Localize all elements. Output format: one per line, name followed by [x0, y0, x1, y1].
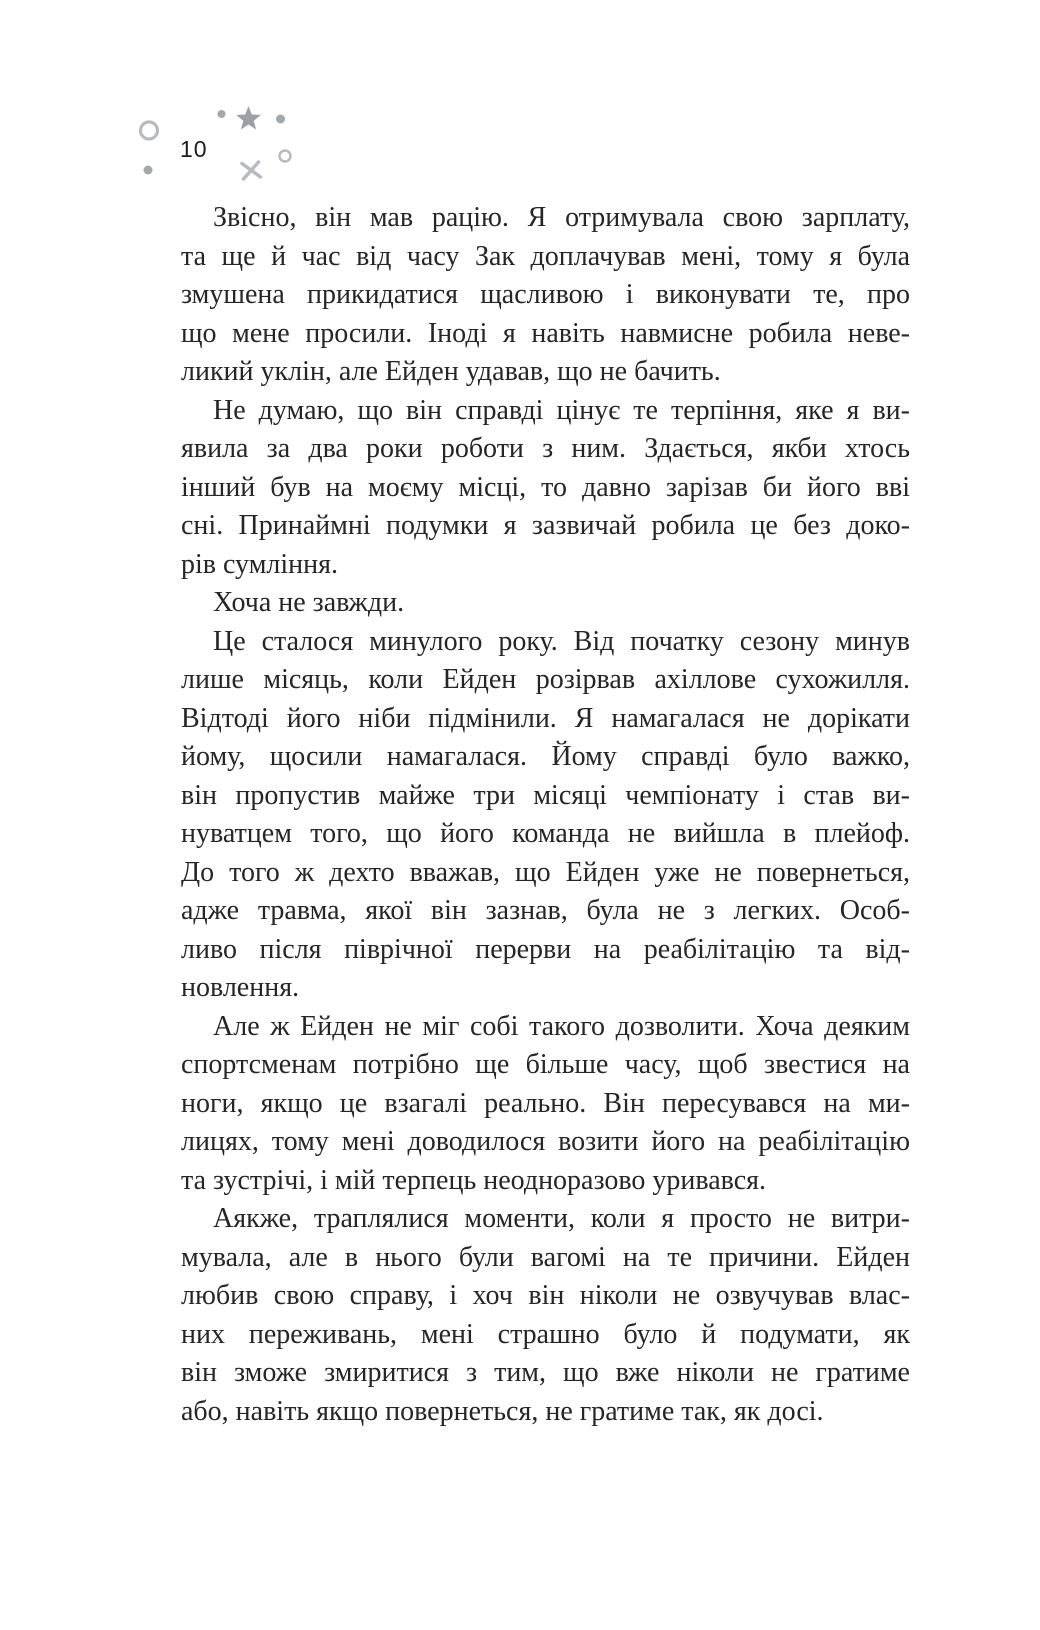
decoration-cluster	[130, 98, 300, 190]
paragraph	[181, 623, 910, 1008]
text-line: йому, щосили намагалася. Йому справді було важко,	[181, 741, 910, 772]
star-icon	[236, 106, 261, 130]
text-line: новлення.	[181, 972, 300, 1003]
text-line: явила за два роки роботи з ним. Здається, якби хтось	[181, 433, 910, 464]
text-line: він зможе змиритися з тим, що вже ніколи не гратиме	[181, 1357, 910, 1388]
text-line: він пропустив майже три місяці чемпіонату і став ви-	[181, 779, 910, 811]
paragraph	[181, 584, 910, 623]
text-line: змушена прикидатися щасливою і виконувати те, про	[181, 279, 910, 310]
text-line: рів сумління.	[181, 548, 339, 580]
text-line: Звісно, він мав рацію. Я отримувала свою зарплату,	[213, 202, 910, 233]
text-line: Відтоді його ніби підмінили. Я намагалася не дорікати	[181, 702, 910, 734]
dot-icon	[218, 110, 226, 118]
text-line: лише місяць, коли Ейден розірвав ахіллове сухожилля.	[181, 664, 910, 695]
circle-outline-icon	[141, 122, 158, 139]
dot-icon	[144, 166, 153, 175]
body-text	[181, 199, 910, 1431]
paragraph	[181, 392, 910, 585]
text-line: що мене просили. Іноді я навіть навмисне робила неве-	[181, 317, 910, 349]
text-line: та зустрічі, і мій терпець неодноразово уривався.	[181, 1164, 767, 1196]
text-line: них переживань, мені страшно було й подумати, як	[181, 1318, 910, 1350]
page-number: 10	[180, 136, 208, 162]
text-line: ликий уклін, але Ейден удавав, що не бачить.	[181, 356, 721, 387]
text-line: мувала, але в нього були вагомі на те причини. Ейден	[181, 1241, 910, 1273]
text-line: Це сталося минулого року. Від початку сезону минув	[213, 625, 910, 657]
text-line: спортсменам потрібно ще більше часу, щоб звестися на	[181, 1049, 910, 1080]
text-line: Хоча не завжди.	[213, 587, 405, 618]
text-line: ливо після піврічної перерви на реабілітацію та від-	[181, 933, 910, 965]
paragraph	[181, 1200, 910, 1431]
circle-small-outline-icon	[280, 151, 291, 162]
text-line: любив свою справу, і хоч він ніколи не озвучував влас-	[181, 1280, 910, 1311]
text-line: До того ж дехто вважав, що Ейден уже не повернеться,	[181, 856, 910, 888]
paragraph	[181, 199, 910, 392]
paragraph	[181, 1008, 910, 1201]
text-line: ноги, якщо це взагалі реально. Він пересувався на ми-	[181, 1087, 910, 1119]
text-line: або, навіть якщо повернеться, не гратиме так, як досі.	[181, 1395, 824, 1427]
text-line: Не думаю, що він справді цінує те терпіння, яке я ви-	[213, 394, 910, 426]
text-line: адже травма, якої він зазнав, була не з легких. Особ-	[181, 895, 910, 926]
text-line: Але ж Ейден не міг собі такого дозволити. Хоча деяким	[213, 1010, 910, 1042]
text-line: лицях, тому мені доводилося возити його на реабілітацію	[181, 1126, 910, 1157]
text-line: та ще й час від часу Зак доплачував мені, тому я була	[181, 240, 910, 272]
cross-icon	[242, 162, 261, 179]
text-line: інший був на моєму місці, то давно зарізав би його вві	[181, 471, 910, 503]
text-line: нуватцем того, що його команда не вийшла в плейоф.	[181, 818, 910, 849]
dot-icon	[276, 115, 285, 124]
text-line: Аякже, траплялися моменти, коли я просто не витри-	[213, 1203, 910, 1234]
text-line: сні. Принаймні подумки я зазвичай робила це без доко-	[181, 510, 910, 541]
